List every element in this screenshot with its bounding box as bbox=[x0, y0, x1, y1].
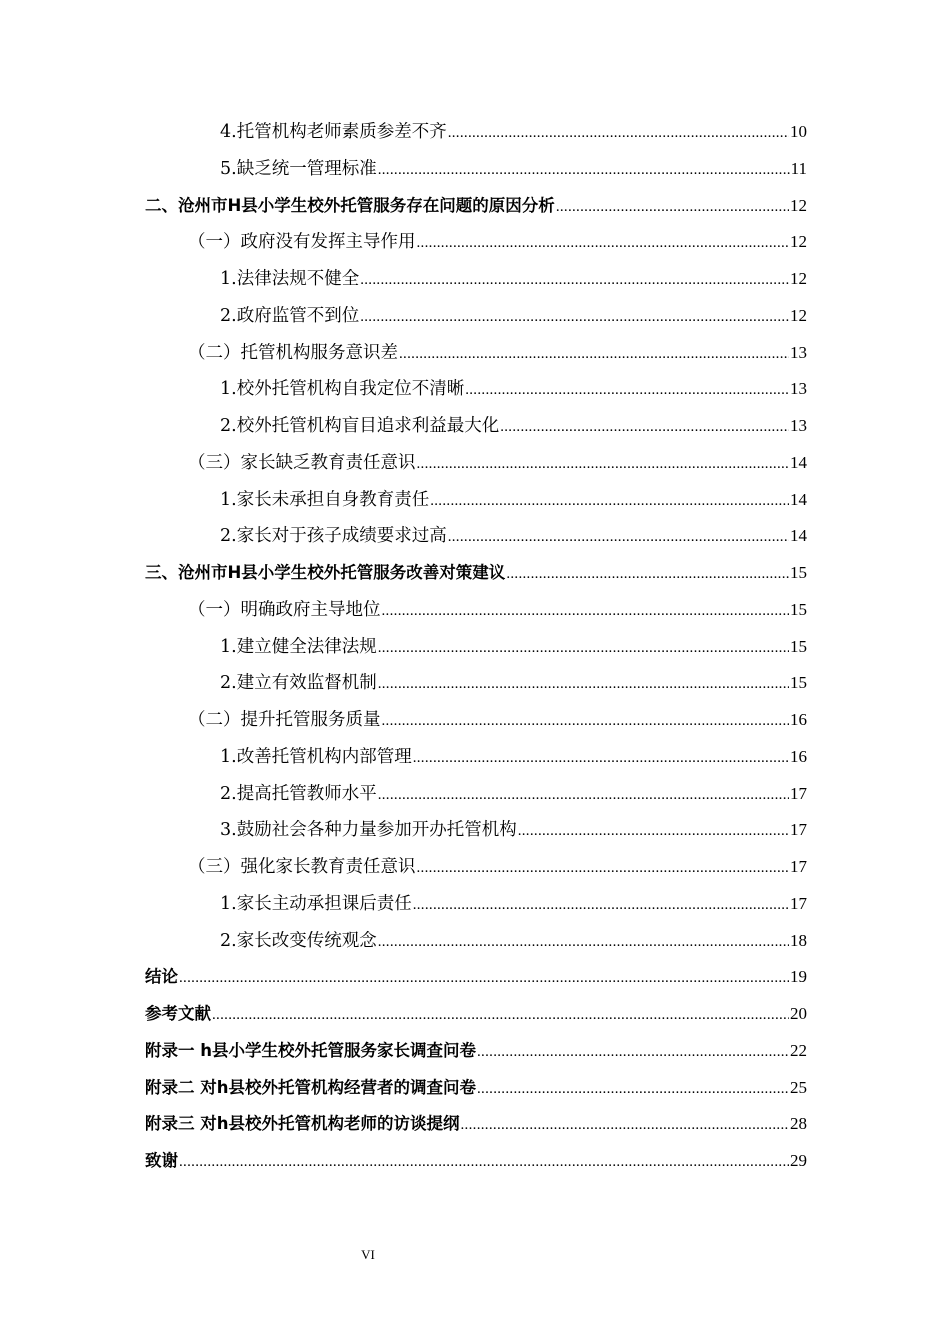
toc-entry-title: 家长缺乏教育责任意识 bbox=[240, 452, 416, 473]
toc-entry[interactable] bbox=[0, 555, 950, 592]
toc-entry-page: 17 bbox=[790, 893, 807, 913]
toc-dot-leader bbox=[417, 446, 790, 483]
toc-entry-number: 2. bbox=[220, 305, 237, 326]
toc-dot-leader bbox=[413, 740, 789, 777]
toc-entry-page: 18 bbox=[790, 930, 807, 950]
toc-dot-leader bbox=[378, 777, 789, 814]
toc-entry-page: 19 bbox=[790, 967, 807, 987]
toc-entry[interactable] bbox=[0, 371, 950, 408]
toc-entry[interactable] bbox=[0, 408, 950, 445]
toc-entry-title: 附录一 h县小学生校外托管服务家长调查问卷 bbox=[145, 1040, 476, 1060]
toc-entry-title: 政府没有发挥主导作用 bbox=[240, 232, 416, 253]
toc-entry-page: 12 bbox=[790, 305, 807, 325]
toc-dot-leader bbox=[477, 1034, 789, 1071]
toc-entry-title: 建立有效监督机制 bbox=[236, 673, 377, 694]
toc-entry-title: 附录二 对h县校外托管机构经营者的调查问卷 bbox=[145, 1077, 476, 1097]
toc-dot-leader bbox=[378, 666, 789, 703]
toc-entry-title: 托管机构服务意识差 bbox=[240, 342, 398, 363]
toc-entry[interactable] bbox=[0, 996, 950, 1033]
toc-entry-title: 政府监管不到位 bbox=[236, 305, 360, 326]
toc-dot-leader bbox=[506, 556, 789, 593]
toc-entry-number: （三） bbox=[188, 857, 241, 877]
toc-entry[interactable] bbox=[0, 518, 950, 555]
toc-entry-number: （二） bbox=[188, 342, 241, 363]
toc-dot-leader bbox=[518, 813, 789, 850]
toc-entry-title: 提升托管服务质量 bbox=[240, 710, 381, 730]
toc-dot-leader bbox=[378, 924, 789, 961]
toc-entry-page: 17 bbox=[790, 857, 807, 876]
toc-dot-leader bbox=[179, 960, 789, 997]
toc-dot-leader bbox=[382, 703, 790, 740]
toc-entry[interactable] bbox=[0, 482, 950, 519]
toc-entry[interactable] bbox=[0, 739, 950, 776]
toc-entry-page: 29 bbox=[790, 1151, 807, 1170]
toc-entry-title: 致谢 bbox=[145, 1151, 178, 1170]
toc-entry-page: 14 bbox=[790, 452, 807, 472]
toc-dot-leader bbox=[360, 299, 789, 336]
toc-entry-page: 17 bbox=[790, 820, 807, 840]
toc-entry-title: 明确政府主导地位 bbox=[240, 599, 381, 620]
toc-entry-number: 2. bbox=[220, 416, 237, 436]
toc-entry-page: 28 bbox=[790, 1114, 807, 1134]
toc-entry-title: 家长改变传统观念 bbox=[236, 930, 377, 951]
toc-entry[interactable] bbox=[0, 224, 950, 261]
toc-entry-title: 结论 bbox=[145, 967, 178, 987]
toc-entry-number: 1. bbox=[220, 893, 237, 914]
toc-entry-title: 家长主动承担课后责任 bbox=[236, 893, 412, 914]
toc-entry-number: 2. bbox=[220, 783, 237, 804]
toc-entry-page: 15 bbox=[790, 599, 807, 619]
toc-entry[interactable] bbox=[0, 886, 950, 923]
toc-entry-page: 12 bbox=[790, 232, 807, 252]
toc-entry-page: 12 bbox=[790, 269, 807, 288]
toc-dot-leader bbox=[465, 372, 789, 409]
toc-entry-title: 校外托管机构自我定位不清晰 bbox=[236, 379, 465, 400]
toc-entry-title: 家长对于孩子成绩要求过高 bbox=[236, 526, 447, 547]
toc-entry-number: 1. bbox=[220, 489, 237, 510]
toc-dot-leader bbox=[430, 483, 789, 520]
toc-entry[interactable] bbox=[0, 335, 950, 372]
toc-entry-number: 2. bbox=[220, 526, 237, 547]
toc-entry[interactable] bbox=[0, 151, 950, 188]
toc-entry-title: 沧州市H县小学生校外托管服务改善对策建议 bbox=[178, 563, 506, 582]
toc-entry-page: 13 bbox=[790, 342, 807, 362]
toc-entry-page: 12 bbox=[790, 195, 807, 215]
toc-entry-page: 16 bbox=[790, 746, 807, 766]
toc-dot-leader bbox=[477, 1071, 789, 1108]
toc-entry-page: 15 bbox=[790, 563, 807, 582]
toc-entry-title: 参考文献 bbox=[145, 1004, 211, 1023]
toc-entry[interactable] bbox=[0, 629, 950, 666]
toc-entry-number: 5. bbox=[220, 158, 237, 179]
toc-entry[interactable] bbox=[0, 702, 950, 739]
toc-dot-leader bbox=[378, 630, 789, 667]
toc-entry-page: 13 bbox=[790, 379, 807, 399]
toc-entry-number: 1. bbox=[220, 746, 237, 767]
toc-entry-page: 10 bbox=[790, 122, 807, 141]
toc-entry-title: 改善托管机构内部管理 bbox=[236, 746, 412, 767]
toc-entry[interactable] bbox=[0, 298, 950, 335]
toc-entry-page: 20 bbox=[790, 1004, 807, 1023]
toc-dot-leader bbox=[500, 409, 789, 446]
toc-entry-number: 1. bbox=[220, 379, 237, 400]
toc-entry-page: 13 bbox=[790, 416, 807, 435]
toc-dot-leader bbox=[556, 189, 789, 226]
toc-entry-title: 强化家长教育责任意识 bbox=[240, 857, 416, 877]
table-of-contents bbox=[0, 114, 950, 1180]
toc-dot-leader bbox=[417, 225, 790, 262]
toc-entry[interactable] bbox=[0, 1033, 950, 1070]
toc-entry[interactable] bbox=[0, 959, 950, 996]
toc-entry-number: 4. bbox=[220, 122, 237, 142]
toc-dot-leader bbox=[448, 519, 789, 556]
toc-entry-title: 托管机构老师素质参差不齐 bbox=[236, 122, 447, 142]
toc-entry[interactable] bbox=[0, 849, 950, 886]
toc-dot-leader bbox=[448, 115, 789, 152]
toc-entry-title: 提高托管教师水平 bbox=[236, 783, 377, 804]
toc-entry[interactable] bbox=[0, 812, 950, 849]
toc-entry-page: 15 bbox=[790, 636, 807, 656]
toc-entry-number: （一） bbox=[188, 599, 241, 620]
toc-entry[interactable] bbox=[0, 1070, 950, 1107]
toc-entry[interactable] bbox=[0, 188, 950, 225]
toc-entry-number: 2. bbox=[220, 673, 237, 694]
toc-entry-title: 鼓励社会各种力量参加开办托管机构 bbox=[236, 820, 517, 841]
toc-dot-leader bbox=[179, 1144, 789, 1181]
page-number-footer: VI bbox=[361, 1247, 375, 1262]
toc-entry-page: 25 bbox=[790, 1077, 807, 1097]
toc-entry-number: （一） bbox=[188, 232, 241, 253]
toc-entry-title: 校外托管机构盲目追求利益最大化 bbox=[236, 416, 500, 436]
toc-entry-title: 沧州市H县小学生校外托管服务存在问题的原因分析 bbox=[178, 195, 555, 215]
toc-entry[interactable] bbox=[0, 261, 950, 298]
toc-entry-number: 2. bbox=[220, 930, 237, 951]
toc-entry[interactable] bbox=[0, 1143, 950, 1180]
toc-entry-number: （三） bbox=[188, 452, 241, 473]
toc-entry-title: 缺乏统一管理标准 bbox=[236, 158, 377, 179]
toc-entry-number: 1. bbox=[220, 269, 237, 289]
toc-entry[interactable] bbox=[0, 665, 950, 702]
toc-dot-leader bbox=[378, 152, 790, 189]
toc-entry-title: 家长未承担自身教育责任 bbox=[236, 489, 430, 510]
toc-dot-leader bbox=[399, 336, 789, 373]
toc-entry[interactable] bbox=[0, 114, 950, 151]
toc-entry-page: 14 bbox=[790, 489, 807, 509]
toc-dot-leader bbox=[417, 850, 790, 887]
toc-entry-page: 15 bbox=[790, 673, 807, 693]
toc-entry-page: 22 bbox=[790, 1040, 807, 1060]
toc-entry-page: 14 bbox=[790, 526, 807, 546]
toc-entry-title: 法律法规不健全 bbox=[236, 269, 360, 289]
toc-entry-page: 17 bbox=[790, 783, 807, 803]
toc-entry[interactable] bbox=[0, 445, 950, 482]
toc-entry[interactable] bbox=[0, 1106, 950, 1143]
toc-entry[interactable] bbox=[0, 592, 950, 629]
toc-entry-page: 11 bbox=[790, 158, 807, 178]
toc-entry-page: 16 bbox=[790, 710, 807, 729]
toc-entry-title: 建立健全法律法规 bbox=[236, 636, 377, 657]
toc-entry-number: 3. bbox=[220, 820, 237, 841]
toc-dot-leader bbox=[461, 1107, 790, 1144]
toc-entry-number: 三、 bbox=[145, 563, 178, 582]
toc-entry-number: 1. bbox=[220, 636, 237, 657]
toc-entry-number: 二、 bbox=[145, 195, 178, 215]
toc-dot-leader bbox=[413, 887, 789, 924]
toc-entry[interactable] bbox=[0, 923, 950, 960]
toc-entry-number: （二） bbox=[188, 710, 241, 730]
toc-dot-leader bbox=[212, 997, 789, 1034]
toc-dot-leader bbox=[382, 593, 790, 630]
toc-entry[interactable] bbox=[0, 776, 950, 813]
toc-entry-title: 附录三 对h县校外托管机构老师的访谈提纲 bbox=[145, 1114, 460, 1134]
toc-dot-leader bbox=[360, 262, 789, 299]
